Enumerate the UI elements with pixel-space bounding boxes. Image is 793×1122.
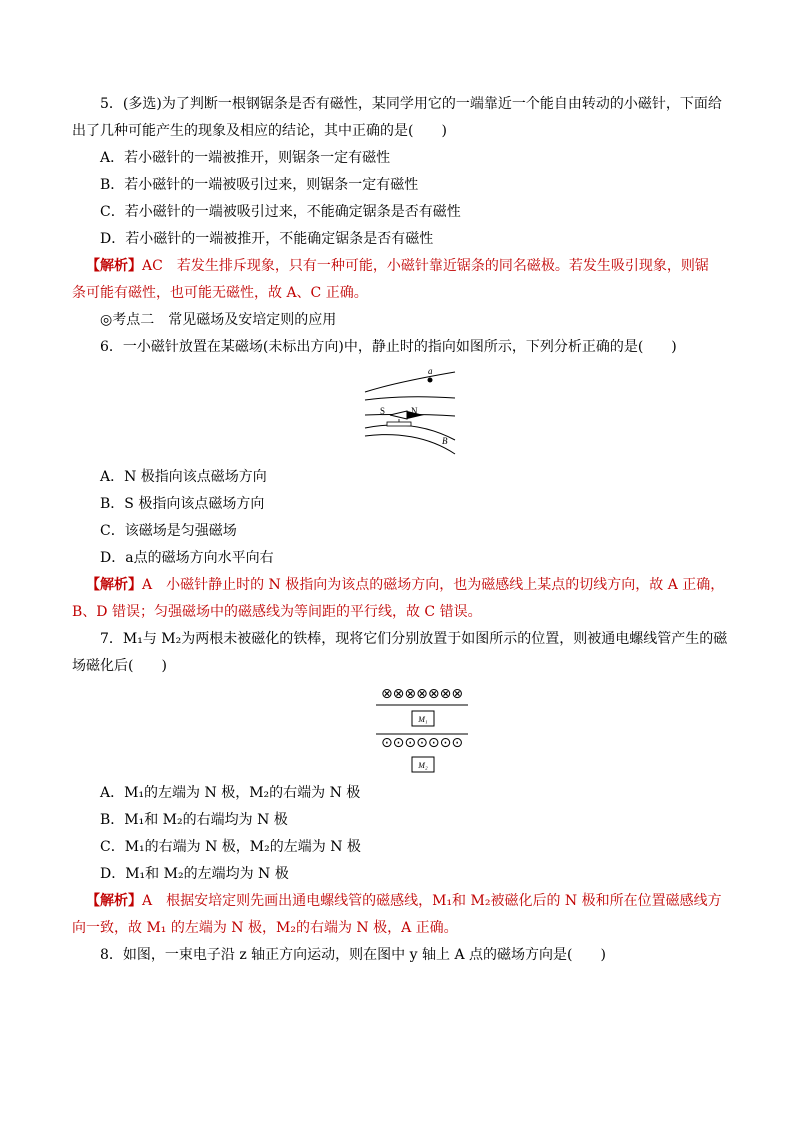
- q5-option-d: D．若小磁针的一端被推开，不能确定锯条是否有磁性: [100, 231, 434, 247]
- q6-option-b: B．S 极指向该点磁场方向: [100, 496, 265, 512]
- q6-magnetic-field-figure: [360, 362, 460, 456]
- q7-stem-line2: 场磁化后( ): [72, 658, 167, 674]
- label-m2: M₂: [418, 761, 428, 770]
- q6-option-d: D．a点的磁场方向水平向右: [100, 550, 274, 566]
- q7-answer-tag: 【解析】: [86, 893, 142, 909]
- label-a: a: [428, 366, 433, 376]
- q6-answer-text: A 小磁针静止时的 N 极指向为该点的磁场方向，也为磁感线上某点的切线方向，故 A 正确，: [142, 577, 725, 593]
- field-line-top: [365, 372, 455, 392]
- q5-option-b: B．若小磁针的一端被吸引过来，则锯条一定有磁性: [100, 177, 419, 193]
- q7-answer-line2: 向一致，故 M₁ 的左端为 N 极，M₂的右端为 N 极，A 正确。: [72, 920, 458, 936]
- label-s: S: [380, 406, 386, 416]
- point-a-dot: [428, 378, 433, 383]
- q7-answer-text: A 根据安培定则先画出通电螺线管的磁感线，M₁和 M₂被磁化后的 N 极和所在位置磁感线方: [142, 893, 722, 909]
- current-out-of-page-row: ⊙⊙⊙⊙⊙⊙⊙: [380, 735, 464, 751]
- q7-option-a: A．M₁的左端为 N 极，M₂的右端为 N 极: [100, 785, 361, 801]
- section-title: ◎考点二 常见磁场及安培定则的应用: [100, 312, 337, 328]
- q6-option-a: A．N 极指向该点磁场方向: [100, 469, 267, 485]
- needle-s-half: [390, 411, 407, 419]
- q5-stem-line2: 出了几种可能产生的现象及相应的结论，其中正确的是( ): [72, 123, 447, 139]
- q8-stem: 8．如图，一束电子沿 z 轴正方向运动，则在图中 y 轴上 A 点的磁场方向是( ): [100, 947, 606, 963]
- q6-answer-line2: B、D 错误；匀强磁场中的磁感线为等间距的平行线，故 C 错误。: [72, 604, 482, 620]
- q5-option-a: A．若小磁针的一端被推开，则锯条一定有磁性: [100, 150, 391, 166]
- field-line-upper-middle: [365, 397, 455, 400]
- q7-option-b: B．M₁和 M₂的右端均为 N 极: [100, 812, 288, 828]
- label-m1: M₁: [418, 715, 428, 724]
- q5-answer-tag: 【解析】: [86, 258, 142, 274]
- q6-answer-line1: [86, 575, 724, 595]
- q7-stem-line1: 7．M₁与 M₂为两根未被磁化的铁棒，现将它们分别放置于如图所示的位置，则被通电螺线管产生的磁: [100, 631, 728, 647]
- q7-option-d: D．M₁和 M₂的左端均为 N 极: [100, 866, 289, 882]
- q6-answer-tag: 【解析】: [86, 577, 142, 593]
- q5-answer-line2: 条可能有磁性，也可能无磁性，故 A、C 正确。: [72, 285, 368, 301]
- q6-stem: 6．一小磁针放置在某磁场(未标出方向)中，静止时的指向如图所示，下列分析正确的是( ): [100, 339, 677, 355]
- q6-option-c: C．该磁场是匀强磁场: [100, 523, 237, 539]
- q5-option-c: C．若小磁针的一端被吸引过来，不能确定锯条是否有磁性: [100, 204, 461, 220]
- current-into-page-row: ⊗⊗⊗⊗⊗⊗⊗: [380, 686, 464, 702]
- q7-solenoid-figure: [370, 684, 474, 776]
- q5-stem-line1: 5．(多选)为了判断一根钢锯条是否有磁性，某同学用它的一端靠近一个能自由转动的小磁针，下面给: [100, 96, 722, 112]
- label-n: N: [411, 406, 418, 416]
- q5-answer-line1: [86, 256, 709, 276]
- label-b: B: [442, 436, 448, 446]
- needle-base: [387, 422, 411, 426]
- q7-answer-line1: [86, 891, 722, 911]
- q5-answer-text: AC 若发生排斥现象，只有一种可能，小磁针靠近锯条的同名磁极。若发生吸引现象，则锯: [142, 258, 709, 274]
- q7-option-c: C．M₁的右端为 N 极，M₂的左端为 N 极: [100, 839, 361, 855]
